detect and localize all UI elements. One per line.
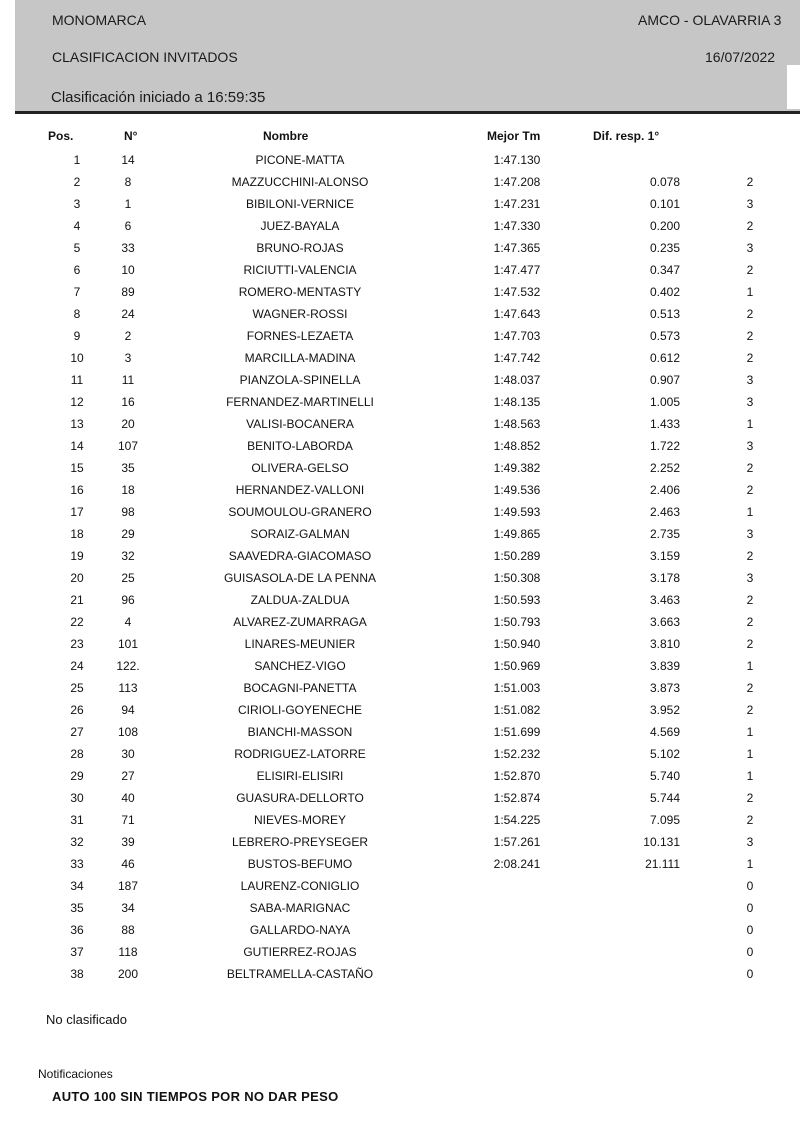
- row-car-number: 2: [124, 329, 132, 343]
- row-best-time: 1:47.365: [493, 241, 541, 255]
- table-row: [0, 327, 800, 349]
- row-position: 22: [70, 615, 84, 629]
- row-best-time: 1:50.940: [493, 637, 541, 651]
- row-driver-names: RODRIGUEZ-LATORRE: [234, 747, 366, 761]
- row-gap: 21.111: [645, 857, 680, 871]
- table-row: [0, 745, 800, 767]
- row-car-number: 94: [121, 703, 135, 717]
- row-car-number: 40: [121, 791, 135, 805]
- row-position: 7: [73, 285, 81, 299]
- row-extra-value: 1: [746, 857, 754, 871]
- session-title: CLASIFICACION INVITADOS: [52, 49, 238, 65]
- row-extra-value: 2: [746, 791, 754, 805]
- row-extra-value: 0: [746, 901, 754, 915]
- row-car-number: 118: [118, 945, 138, 959]
- not-classified-label: No clasificado: [46, 1012, 127, 1027]
- row-car-number: 25: [121, 571, 135, 585]
- row-best-time: 1:47.703: [493, 329, 541, 343]
- row-car-number: 34: [121, 901, 135, 915]
- table-row: [0, 855, 800, 877]
- table-row: [0, 305, 800, 327]
- row-position: 19: [70, 549, 84, 563]
- row-driver-names: MARCILLA-MADINA: [244, 351, 356, 365]
- table-row: [0, 723, 800, 745]
- column-header-diff: Dif. resp. 1°: [593, 129, 660, 143]
- table-row: [0, 151, 800, 173]
- row-gap: 0.235: [649, 241, 680, 255]
- row-best-time: 1:47.208: [493, 175, 541, 189]
- row-driver-names: FERNANDEZ-MARTINELLI: [226, 395, 374, 409]
- row-car-number: 89: [121, 285, 135, 299]
- row-driver-names: ZALDUA-ZALDUA: [250, 593, 350, 607]
- row-driver-names: RICIUTTI-VALENCIA: [243, 263, 357, 277]
- row-gap: 0.907: [649, 373, 680, 387]
- row-car-number: 1: [124, 197, 132, 211]
- row-position: 10: [70, 351, 84, 365]
- row-driver-names: GALLARDO-NAYA: [249, 923, 351, 937]
- row-driver-names: CIRIOLI-GOYENECHE: [237, 703, 363, 717]
- row-best-time: 1:50.308: [493, 571, 541, 585]
- table-row: [0, 481, 800, 503]
- row-extra-value: 2: [746, 615, 754, 629]
- table-row: [0, 261, 800, 283]
- row-car-number: 96: [121, 593, 135, 607]
- table-row: [0, 965, 800, 987]
- table-row: [0, 217, 800, 239]
- venue-name: AMCO - OLAVARRIA 3: [638, 12, 782, 28]
- row-best-time: 1:50.593: [493, 593, 541, 607]
- row-driver-names: PIANZOLA-SPINELLA: [239, 373, 361, 387]
- row-extra-value: 2: [746, 483, 754, 497]
- table-row: [0, 657, 800, 679]
- row-best-time: 1:47.231: [493, 197, 541, 211]
- row-car-number: 39: [121, 835, 135, 849]
- row-driver-names: GUISASOLA-DE LA PENNA: [223, 571, 377, 585]
- row-best-time: 1:47.532: [493, 285, 541, 299]
- row-car-number: 16: [121, 395, 135, 409]
- table-row: [0, 195, 800, 217]
- row-car-number: 46: [121, 857, 135, 871]
- row-driver-names: BUSTOS-BEFUMO: [247, 857, 353, 871]
- row-position: 32: [70, 835, 84, 849]
- table-row: [0, 877, 800, 899]
- row-gap: 0.573: [649, 329, 680, 343]
- table-row: [0, 921, 800, 943]
- row-best-time: 1:51.699: [493, 725, 541, 739]
- row-car-number: 10: [121, 263, 135, 277]
- row-extra-value: 1: [746, 285, 754, 299]
- row-driver-names: LEBRERO-PREYSEGER: [231, 835, 369, 849]
- row-car-number: 11: [121, 373, 135, 387]
- row-position: 30: [70, 791, 84, 805]
- row-gap: 2.735: [649, 527, 680, 541]
- row-driver-names: ELISIRI-ELISIRI: [256, 769, 344, 783]
- row-driver-names: BENITO-LABORDA: [247, 439, 353, 453]
- row-car-number: 8: [124, 175, 132, 189]
- row-extra-value: 0: [746, 967, 754, 981]
- table-row: [0, 173, 800, 195]
- row-best-time: 1:49.382: [493, 461, 541, 475]
- row-driver-names: BIBILONI-VERNICE: [245, 197, 355, 211]
- table-row: [0, 437, 800, 459]
- table-row: [0, 415, 800, 437]
- table-row: [0, 371, 800, 393]
- table-row: [0, 943, 800, 965]
- row-gap: 7.095: [649, 813, 680, 827]
- row-driver-names: VALISI-BOCANERA: [246, 417, 354, 431]
- row-extra-value: 2: [746, 307, 754, 321]
- table-row: [0, 503, 800, 525]
- row-driver-names: GUASURA-DELLORTO: [236, 791, 364, 805]
- row-extra-value: 3: [746, 439, 754, 453]
- row-best-time: 1:49.536: [493, 483, 541, 497]
- row-extra-value: 2: [746, 329, 754, 343]
- row-car-number: 32: [121, 549, 135, 563]
- table-row: [0, 811, 800, 833]
- row-position: 33: [70, 857, 84, 871]
- table-row: [0, 613, 800, 635]
- row-position: 1: [73, 153, 81, 167]
- table-row: [0, 767, 800, 789]
- row-best-time: 1:52.232: [493, 747, 541, 761]
- row-driver-names: SABA-MARIGNAC: [249, 901, 351, 915]
- row-driver-names: JUEZ-BAYALA: [260, 219, 340, 233]
- row-position: 37: [70, 945, 84, 959]
- row-car-number: 6: [124, 219, 132, 233]
- row-gap: 10.131: [643, 835, 680, 849]
- row-gap: 5.102: [649, 747, 680, 761]
- row-best-time: 1:48.852: [493, 439, 541, 453]
- row-extra-value: 1: [746, 725, 754, 739]
- row-extra-value: 1: [746, 659, 754, 673]
- row-position: 36: [70, 923, 84, 937]
- row-driver-names: SORAIZ-GALMAN: [250, 527, 350, 541]
- row-position: 17: [70, 505, 84, 519]
- row-extra-value: 0: [746, 923, 754, 937]
- row-best-time: 1:50.969: [493, 659, 541, 673]
- results-table: [0, 151, 800, 987]
- row-best-time: 1:50.793: [493, 615, 541, 629]
- row-extra-value: 2: [746, 549, 754, 563]
- row-gap: 3.839: [649, 659, 680, 673]
- table-row: [0, 899, 800, 921]
- row-best-time: 1:54.225: [493, 813, 541, 827]
- row-position: 24: [70, 659, 84, 673]
- row-driver-names: SAAVEDRA-GIACOMASO: [228, 549, 372, 563]
- row-best-time: 1:48.037: [493, 373, 541, 387]
- row-extra-value: 2: [746, 681, 754, 695]
- row-position: 5: [73, 241, 81, 255]
- row-position: 4: [73, 219, 81, 233]
- row-gap: 3.873: [649, 681, 680, 695]
- row-driver-names: PICONE-MATTA: [255, 153, 345, 167]
- row-best-time: 1:48.563: [493, 417, 541, 431]
- row-extra-value: 1: [746, 769, 754, 783]
- row-extra-value: 1: [746, 417, 754, 431]
- row-gap: 3.178: [649, 571, 680, 585]
- row-car-number: 20: [121, 417, 135, 431]
- row-extra-value: 1: [746, 505, 754, 519]
- column-header-pos: Pos.: [48, 129, 74, 143]
- table-row: [0, 591, 800, 613]
- table-row: [0, 525, 800, 547]
- row-extra-value: 2: [746, 219, 754, 233]
- row-position: 28: [70, 747, 84, 761]
- row-extra-value: 2: [746, 263, 754, 277]
- row-best-time: 1:47.477: [493, 263, 541, 277]
- row-gap: 3.663: [649, 615, 680, 629]
- row-gap: 2.252: [649, 461, 680, 475]
- row-gap: 3.463: [649, 593, 680, 607]
- row-position: 15: [70, 461, 84, 475]
- row-gap: 0.200: [649, 219, 680, 233]
- row-best-time: 1:49.593: [493, 505, 541, 519]
- row-extra-value: 0: [746, 945, 754, 959]
- table-row: [0, 547, 800, 569]
- row-car-number: 4: [124, 615, 132, 629]
- row-extra-value: 1: [746, 747, 754, 761]
- row-best-time: 1:51.003: [493, 681, 541, 695]
- row-car-number: 27: [121, 769, 135, 783]
- row-extra-value: 0: [746, 879, 754, 893]
- row-position: 23: [70, 637, 84, 651]
- row-driver-names: ROMERO-MENTASTY: [238, 285, 362, 299]
- row-position: 12: [70, 395, 84, 409]
- row-driver-names: SANCHEZ-VIGO: [254, 659, 346, 673]
- row-gap: 5.744: [649, 791, 680, 805]
- row-best-time: 1:47.330: [493, 219, 541, 233]
- row-position: 16: [70, 483, 84, 497]
- row-driver-names: LINARES-MEUNIER: [244, 637, 356, 651]
- row-gap: 1.005: [649, 395, 680, 409]
- row-position: 20: [70, 571, 84, 585]
- row-gap: 0.402: [649, 285, 680, 299]
- row-car-number: 3: [124, 351, 132, 365]
- row-driver-names: BRUNO-ROJAS: [256, 241, 344, 255]
- row-gap: 5.740: [649, 769, 680, 783]
- row-position: 27: [70, 725, 84, 739]
- row-best-time: 1:47.130: [493, 153, 541, 167]
- row-extra-value: 3: [746, 395, 754, 409]
- row-car-number: 35: [121, 461, 135, 475]
- row-car-number: 14: [121, 153, 135, 167]
- table-row: [0, 701, 800, 723]
- row-driver-names: BELTRAMELLA-CASTAÑO: [226, 967, 374, 981]
- row-position: 31: [70, 813, 84, 827]
- table-row: [0, 283, 800, 305]
- row-driver-names: WAGNER-ROSSI: [252, 307, 348, 321]
- table-row: [0, 833, 800, 855]
- table-row: [0, 459, 800, 481]
- row-driver-names: FORNES-LEZAETA: [246, 329, 354, 343]
- header-blank-box: [787, 65, 800, 109]
- report-header: [15, 0, 800, 114]
- row-car-number: 33: [121, 241, 135, 255]
- event-title: MONOMARCA: [52, 12, 147, 28]
- row-car-number: 108: [117, 725, 139, 739]
- row-extra-value: 3: [746, 241, 754, 255]
- row-driver-names: BOCAGNI-PANETTA: [243, 681, 357, 695]
- row-position: 25: [70, 681, 84, 695]
- row-driver-names: SOUMOULOU-GRANERO: [228, 505, 372, 519]
- row-extra-value: 2: [746, 175, 754, 189]
- row-position: 3: [73, 197, 81, 211]
- row-extra-value: 3: [746, 835, 754, 849]
- row-gap: 0.101: [649, 197, 680, 211]
- notifications-label: Notificaciones: [38, 1067, 113, 1081]
- row-best-time: 1:50.289: [493, 549, 541, 563]
- row-gap: 0.347: [649, 263, 680, 277]
- row-driver-names: LAURENZ-CONIGLIO: [240, 879, 360, 893]
- row-driver-names: OLIVERA-GELSO: [251, 461, 349, 475]
- row-position: 11: [70, 373, 84, 387]
- row-position: 26: [70, 703, 84, 717]
- row-car-number: 113: [118, 681, 138, 695]
- row-car-number: 187: [117, 879, 139, 893]
- row-car-number: 29: [121, 527, 135, 541]
- row-extra-value: 2: [746, 351, 754, 365]
- table-row: [0, 679, 800, 701]
- row-driver-names: ALVAREZ-ZUMARRAGA: [233, 615, 367, 629]
- event-date: 16/07/2022: [705, 49, 776, 65]
- table-row: [0, 789, 800, 811]
- row-gap: 3.810: [649, 637, 680, 651]
- row-best-time: 1:52.874: [493, 791, 541, 805]
- row-gap: 1.433: [649, 417, 680, 431]
- row-car-number: 107: [117, 439, 139, 453]
- row-best-time: 1:52.870: [493, 769, 541, 783]
- session-start: Clasificación iniciado a 16:59:35: [51, 89, 266, 106]
- column-header-number: N°: [124, 129, 138, 143]
- row-gap: 1.722: [649, 439, 680, 453]
- row-car-number: 71: [121, 813, 135, 827]
- row-extra-value: 3: [746, 571, 754, 585]
- row-extra-value: 2: [746, 813, 754, 827]
- row-extra-value: 3: [746, 373, 754, 387]
- row-car-number: 98: [121, 505, 135, 519]
- row-position: 29: [70, 769, 84, 783]
- row-best-time: 1:51.082: [493, 703, 541, 717]
- row-position: 35: [70, 901, 84, 915]
- row-position: 21: [70, 593, 84, 607]
- row-driver-names: GUTIERREZ-ROJAS: [243, 945, 357, 959]
- row-position: 38: [70, 967, 84, 981]
- table-row: [0, 635, 800, 657]
- row-gap: 4.569: [649, 725, 680, 739]
- row-position: 6: [73, 263, 81, 277]
- row-position: 13: [70, 417, 84, 431]
- row-gap: 3.952: [649, 703, 680, 717]
- row-extra-value: 2: [746, 593, 754, 607]
- row-best-time: 1:57.261: [493, 835, 541, 849]
- row-extra-value: 2: [746, 461, 754, 475]
- row-gap: 0.612: [649, 351, 680, 365]
- row-driver-names: NIEVES-MOREY: [253, 813, 346, 827]
- table-row: [0, 239, 800, 261]
- row-car-number: 101: [117, 637, 139, 651]
- row-position: 8: [73, 307, 81, 321]
- row-gap: 3.159: [649, 549, 680, 563]
- row-position: 18: [70, 527, 84, 541]
- row-best-time: 1:47.643: [493, 307, 541, 321]
- row-gap: 0.078: [649, 175, 680, 189]
- row-car-number: 122.: [116, 659, 140, 673]
- row-position: 9: [73, 329, 81, 343]
- row-extra-value: 2: [746, 637, 754, 651]
- row-position: 2: [73, 175, 81, 189]
- row-car-number: 200: [117, 967, 139, 981]
- row-best-time: 1:49.865: [493, 527, 541, 541]
- column-header-best-time: Mejor Tm: [487, 129, 541, 143]
- row-position: 34: [70, 879, 84, 893]
- row-driver-names: BIANCHI-MASSON: [247, 725, 353, 739]
- row-driver-names: HERNANDEZ-VALLONI: [235, 483, 365, 497]
- row-gap: 2.406: [649, 483, 680, 497]
- row-extra-value: 3: [746, 527, 754, 541]
- table-row: [0, 349, 800, 371]
- row-car-number: 88: [121, 923, 135, 937]
- row-car-number: 30: [121, 747, 135, 761]
- notification-text: AUTO 100 SIN TIEMPOS POR NO DAR PESO: [52, 1089, 339, 1104]
- row-car-number: 24: [121, 307, 135, 321]
- column-header-name: Nombre: [263, 129, 309, 143]
- row-best-time: 2:08.241: [493, 857, 541, 871]
- row-driver-names: MAZZUCCHINI-ALONSO: [231, 175, 369, 189]
- row-gap: 2.463: [649, 505, 680, 519]
- row-car-number: 18: [121, 483, 135, 497]
- row-best-time: 1:48.135: [493, 395, 541, 409]
- row-extra-value: 2: [746, 703, 754, 717]
- row-gap: 0.513: [649, 307, 680, 321]
- row-position: 14: [70, 439, 84, 453]
- row-extra-value: 3: [746, 197, 754, 211]
- row-best-time: 1:47.742: [493, 351, 541, 365]
- table-row: [0, 569, 800, 591]
- table-row: [0, 393, 800, 415]
